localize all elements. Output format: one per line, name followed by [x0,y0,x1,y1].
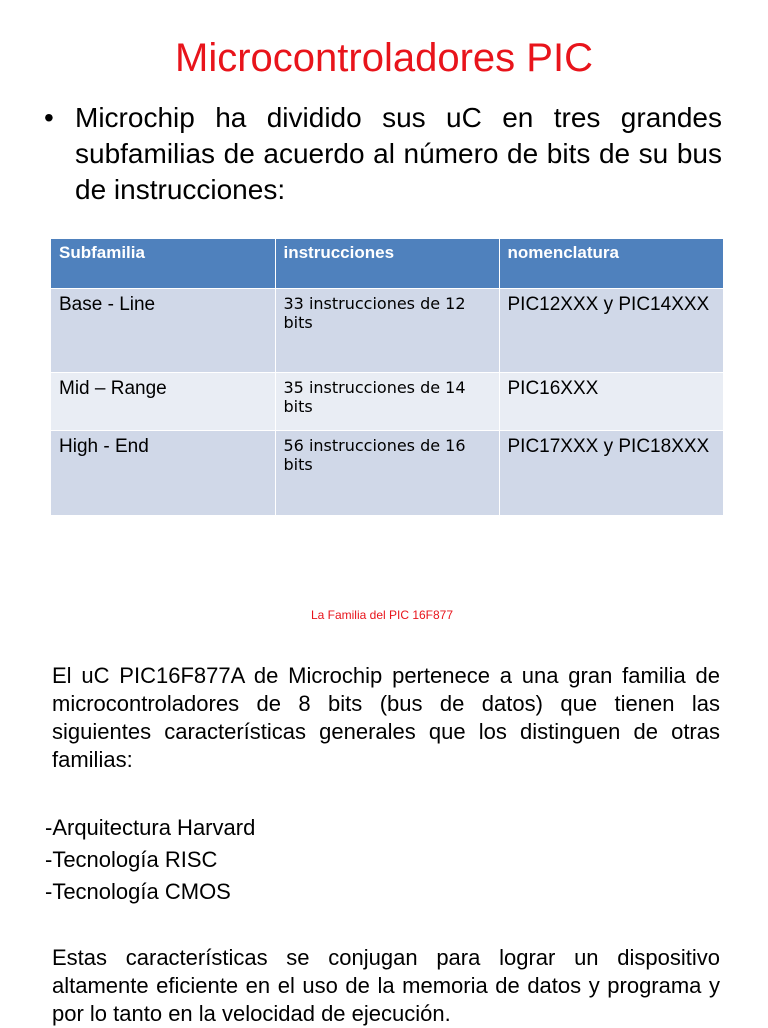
cell-instrucciones: 33 instrucciones de 12 bits [275,288,499,372]
section-caption: La Familia del PIC 16F877 [310,608,454,622]
page-title: Microcontroladores PIC [175,36,593,80]
closing-paragraph: Estas características se conjugan para lograr un dispositivo altamente eficiente en el uso de la memoria de datos y programa y por lo tanto en la velocidad de ejecución. [52,945,720,1026]
cell-instrucciones: 56 instrucciones de 16 bits [275,430,499,515]
cell-subfamilia: Base - Line [51,288,275,372]
cell-instrucciones: 35 instrucciones de 14 bits [275,372,499,430]
bullet-marker: • [44,102,54,133]
header-instrucciones: instrucciones [275,239,499,288]
list-item: -Arquitectura Harvard [45,815,256,840]
list-item: -Tecnología CMOS [45,879,231,904]
table-row [51,430,723,515]
feature-list [45,812,255,908]
cell-nomenclatura: PIC16XXX [499,372,723,430]
table-row [51,288,723,372]
intro-paragraph: El uC PIC16F877A de Microchip pertenece a una gran familia de microcontroladores de 8 bits (bus de datos) que tienen las siguientes características generales que los distinguen de otras familias: [52,663,720,772]
table-header-row [51,239,723,288]
cell-subfamilia: Mid – Range [51,372,275,430]
cell-subfamilia: High - End [51,430,275,515]
cell-nomenclatura: PIC12XXX y PIC14XXX [499,288,723,372]
header-subfamilia: Subfamilia [51,239,275,288]
table-row [51,372,723,430]
subfamily-table [51,239,723,515]
header-nomenclatura: nomenclatura [499,239,723,288]
list-item: -Tecnología RISC [45,847,218,872]
intro-bullet [44,100,722,208]
intro-bullet-text: Microchip ha dividido sus uC en tres grandes subfamilias de acuerdo al número de bits de su bus de instrucciones: [75,102,722,205]
cell-nomenclatura: PIC17XXX y PIC18XXX [499,430,723,515]
